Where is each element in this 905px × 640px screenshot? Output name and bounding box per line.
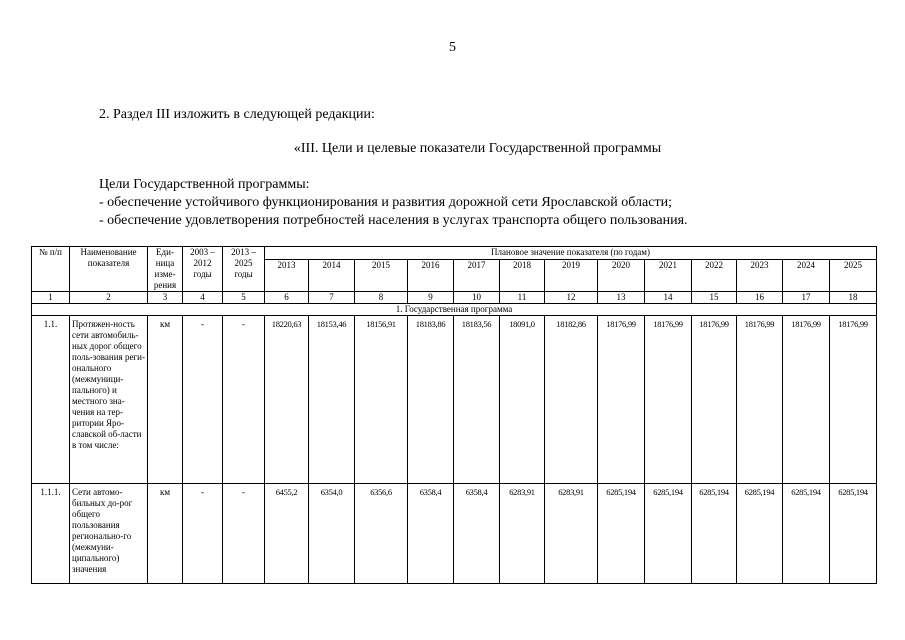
row-value: 18182,86	[545, 316, 598, 484]
header-period-2013: 2013 – 2025 годы	[223, 247, 265, 292]
column-number: 3	[148, 292, 183, 304]
column-number: 18	[830, 292, 877, 304]
row-value: 18220,63	[265, 316, 309, 484]
row-value: 6285,194	[598, 484, 645, 584]
row-value: 6358,4	[408, 484, 454, 584]
row-value: 18176,99	[783, 316, 830, 484]
row-value: 18176,99	[737, 316, 783, 484]
column-number: 1	[32, 292, 70, 304]
column-number: 8	[355, 292, 408, 304]
header-name: Наименование показателя	[70, 247, 148, 292]
column-number: 16	[737, 292, 783, 304]
row-period-2013: -	[223, 316, 265, 484]
row-value: 6356,6	[355, 484, 408, 584]
column-number: 10	[454, 292, 500, 304]
header-year: 2024	[783, 260, 830, 292]
goals-heading: Цели Государственной программы:	[99, 177, 310, 192]
row-value: 6285,194	[830, 484, 877, 584]
column-number: 12	[545, 292, 598, 304]
row-value: 18176,99	[692, 316, 737, 484]
row-value: 6285,194	[737, 484, 783, 584]
row-num: 1.1.	[32, 316, 70, 484]
row-name: Протяжен-ность сети автомобиль-ных дорог общего поль-зования реги-онального (межмуници-пального) и местного зна-чения на тер-ритории Яро-славской об-ласти в том числе:	[70, 316, 148, 484]
table-row	[32, 484, 877, 584]
header-period-2003: 2003 – 2012 годы	[183, 247, 223, 292]
intro-text: 2. Раздел III изложить в следующей редакции:	[99, 107, 375, 122]
row-period-2003: -	[183, 484, 223, 584]
column-number: 13	[598, 292, 645, 304]
row-value: 6285,194	[692, 484, 737, 584]
row-value: 6354,0	[309, 484, 355, 584]
header-year: 2023	[737, 260, 783, 292]
column-number: 2	[70, 292, 148, 304]
row-value: 6358,4	[454, 484, 500, 584]
row-period-2013: -	[223, 484, 265, 584]
header-year: 2015	[355, 260, 408, 292]
row-name: Сети автомо-бильных до-рог общего пользования регионально-го (межмуни-ципального) значения	[70, 484, 148, 584]
header-planned: Плановое значение показателя (по годам)	[265, 247, 877, 260]
row-value: 18176,99	[645, 316, 692, 484]
header-num: № п/п	[32, 247, 70, 292]
page-number: 5	[449, 40, 456, 55]
header-year: 2014	[309, 260, 355, 292]
row-value: 6285,194	[783, 484, 830, 584]
table-row	[32, 316, 877, 484]
header-unit: Еди-ница изме-рения	[148, 247, 183, 292]
row-num: 1.1.1.	[32, 484, 70, 584]
header-year: 2017	[454, 260, 500, 292]
section-title: «III. Цели и целевые показатели Государственной программы	[293, 141, 662, 156]
row-value: 18183,86	[408, 316, 454, 484]
column-number: 4	[183, 292, 223, 304]
row-value: 18183,56	[454, 316, 500, 484]
goals-block	[99, 176, 688, 230]
header-year: 2020	[598, 260, 645, 292]
column-number: 14	[645, 292, 692, 304]
goal-item: - обеспечение устойчивого функционирования и развития дорожной сети Ярославской области;	[99, 195, 672, 210]
header-year: 2018	[500, 260, 545, 292]
column-number: 6	[265, 292, 309, 304]
row-value: 18156,91	[355, 316, 408, 484]
row-value: 6285,194	[645, 484, 692, 584]
header-year: 2021	[645, 260, 692, 292]
row-value: 6455,2	[265, 484, 309, 584]
row-value: 6283,91	[500, 484, 545, 584]
row-value: 18091,0	[500, 316, 545, 484]
column-number: 15	[692, 292, 737, 304]
row-value: 18176,99	[830, 316, 877, 484]
column-number: 5	[223, 292, 265, 304]
header-year: 2016	[408, 260, 454, 292]
section-label: 1. Государственная программа	[32, 304, 877, 316]
row-value: 18176,99	[598, 316, 645, 484]
header-year: 2013	[265, 260, 309, 292]
column-number: 9	[408, 292, 454, 304]
row-period-2003: -	[183, 316, 223, 484]
column-number: 11	[500, 292, 545, 304]
row-unit: км	[148, 316, 183, 484]
header-year: 2019	[545, 260, 598, 292]
row-value: 18153,46	[309, 316, 355, 484]
row-unit: км	[148, 484, 183, 584]
goal-item: - обеспечение удовлетворения потребностей населения в услугах транспорта общего пользования.	[99, 213, 688, 228]
column-number: 17	[783, 292, 830, 304]
header-year: 2022	[692, 260, 737, 292]
indicators-table	[31, 246, 877, 584]
column-numbers-row	[32, 292, 877, 304]
column-number: 7	[309, 292, 355, 304]
header-year: 2025	[830, 260, 877, 292]
row-value: 6283,91	[545, 484, 598, 584]
